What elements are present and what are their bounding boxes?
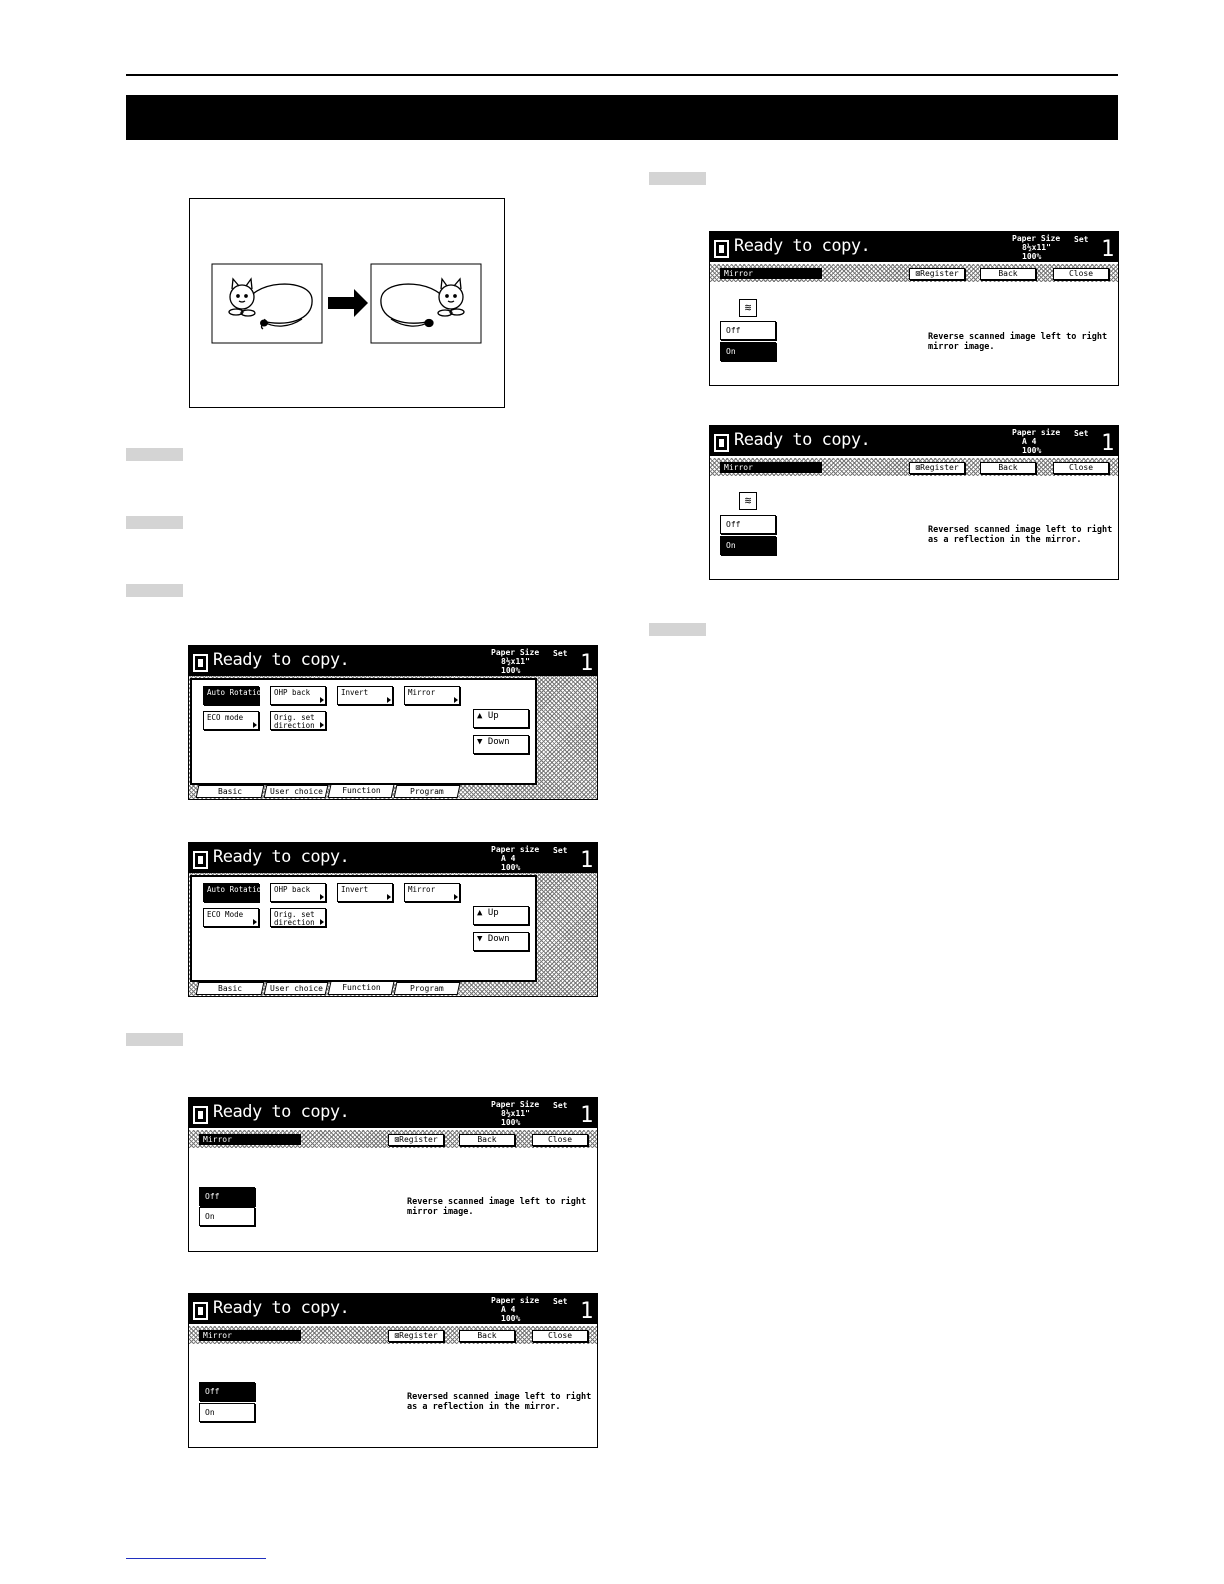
close-button[interactable]: Close <box>1053 268 1109 280</box>
close-button[interactable]: Close <box>532 1330 588 1342</box>
back-button[interactable]: Back <box>459 1134 515 1146</box>
up-button[interactable]: ▲ Up <box>473 906 529 925</box>
mirror-screen-off-metric <box>188 1293 598 1448</box>
top-rule <box>126 74 1118 76</box>
back-button[interactable]: Back <box>980 268 1036 280</box>
copy-count: 1 <box>1101 237 1115 262</box>
paper-size-value: 8½x11" <box>501 1109 530 1118</box>
off-button[interactable]: Off <box>720 515 776 534</box>
status-message: Ready to copy. <box>213 1298 350 1318</box>
paper-size-label: Paper size <box>491 1296 540 1305</box>
mirror-image-icon: ≋ <box>739 492 757 510</box>
zoom-value: 100% <box>501 666 521 675</box>
step-marker-4 <box>126 1033 183 1046</box>
set-label: Set <box>553 846 568 855</box>
function-area <box>190 678 537 785</box>
step-marker-3 <box>126 584 183 597</box>
off-button[interactable]: Off <box>199 1187 255 1206</box>
paper-size-label: Paper Size <box>1012 234 1061 243</box>
orig-set-direction-button[interactable]: Orig. set direction <box>270 711 326 730</box>
tab-bar <box>197 785 467 798</box>
step-marker-5 <box>649 172 706 185</box>
footer-link-rule <box>126 1558 266 1559</box>
mirror-screen-off-inch <box>188 1097 598 1252</box>
lcd-status-bar <box>189 646 597 676</box>
zoom-value: 100% <box>501 1118 521 1127</box>
status-message: Ready to copy. <box>213 1102 350 1122</box>
paper-size-label: Paper size <box>1012 428 1061 437</box>
paper-size-value: 8½x11" <box>1022 243 1051 252</box>
down-button[interactable]: ▼ Down <box>473 735 529 754</box>
register-button[interactable]: ⊠Register <box>909 268 965 280</box>
invert-button[interactable]: Invert <box>337 686 393 705</box>
zoom-value: 100% <box>501 863 521 872</box>
set-label: Set <box>553 1297 568 1306</box>
close-button[interactable]: Close <box>532 1134 588 1146</box>
zoom-value: 100% <box>1022 446 1042 455</box>
eco-mode-button[interactable]: ECO Mode <box>203 908 259 927</box>
mirror-description: Reversed scanned image left to right as a reflection in the mirror. <box>928 525 1113 545</box>
mirror-button[interactable]: Mirror <box>404 883 460 902</box>
mirror-title: Mirror <box>720 462 822 473</box>
mirror-description: Reverse scanned image left to right mirror image. <box>928 332 1108 352</box>
down-button[interactable]: ▼ Down <box>473 932 529 951</box>
function-screen-inch <box>188 645 598 800</box>
set-label: Set <box>553 1101 568 1110</box>
tab-function[interactable]: Function <box>328 982 395 995</box>
mirror-description: Reversed scanned image left to right as a reflection in the mirror. <box>407 1392 592 1412</box>
eco-mode-button[interactable]: ECO mode <box>203 711 259 730</box>
section-title-bar <box>126 95 1118 140</box>
set-label: Set <box>553 649 568 658</box>
document-icon <box>714 240 729 258</box>
function-area <box>190 875 537 982</box>
zoom-value: 100% <box>1022 252 1042 261</box>
paper-size-value: A 4 <box>501 854 516 863</box>
register-button[interactable]: ⊠Register <box>388 1134 444 1146</box>
step-marker-6 <box>649 623 706 636</box>
paper-size-value: A 4 <box>1022 437 1037 446</box>
register-button[interactable]: ⊠Register <box>909 462 965 474</box>
mirror-button[interactable]: Mirror <box>404 686 460 705</box>
tab-function[interactable]: Function <box>328 785 395 798</box>
document-icon <box>714 434 729 452</box>
up-button[interactable]: ▲ Up <box>473 709 529 728</box>
back-button[interactable]: Back <box>980 462 1036 474</box>
register-button[interactable]: ⊠Register <box>388 1330 444 1342</box>
mirror-image-icon: ≋ <box>739 299 757 317</box>
lcd-status-bar <box>710 426 1118 456</box>
zoom-value: 100% <box>501 1314 521 1323</box>
ohp-back-button[interactable]: OHP back <box>270 883 326 902</box>
mirror-title: Mirror <box>720 268 822 279</box>
status-message: Ready to copy. <box>213 847 350 867</box>
auto-rotation-button[interactable]: Auto Rotation <box>203 686 259 705</box>
copy-count: 1 <box>1101 431 1115 456</box>
step-marker-1 <box>126 448 183 461</box>
mirror-screen-on-inch <box>709 231 1119 386</box>
tab-program[interactable]: Program <box>394 982 461 995</box>
on-button[interactable]: On <box>720 536 776 555</box>
lcd-status-bar <box>710 232 1118 262</box>
tab-basic[interactable]: Basic <box>196 785 265 798</box>
close-button[interactable]: Close <box>1053 462 1109 474</box>
mirror-description: Reverse scanned image left to right mirror image. <box>407 1197 587 1217</box>
copy-count: 1 <box>580 1299 594 1324</box>
cat-mirror-diagram <box>190 199 504 407</box>
off-button[interactable]: Off <box>720 321 776 340</box>
paper-size-value: 8½x11" <box>501 657 530 666</box>
tab-basic[interactable]: Basic <box>196 982 265 995</box>
ohp-back-button[interactable]: OHP back <box>270 686 326 705</box>
tab-user-choice[interactable]: User choice <box>264 982 329 995</box>
function-screen-metric <box>188 842 598 997</box>
mirror-title: Mirror <box>199 1134 301 1145</box>
back-button[interactable]: Back <box>459 1330 515 1342</box>
copy-count: 1 <box>580 1103 594 1128</box>
document-icon <box>193 654 208 672</box>
lcd-status-bar <box>189 1294 597 1324</box>
lcd-status-bar <box>189 843 597 873</box>
paper-size-value: A 4 <box>501 1305 516 1314</box>
document-icon <box>193 851 208 869</box>
set-label: Set <box>1074 429 1089 438</box>
status-message: Ready to copy. <box>734 430 871 450</box>
step-marker-2 <box>126 516 183 529</box>
copy-count: 1 <box>580 651 594 676</box>
paper-size-label: Paper Size <box>491 1100 540 1109</box>
tab-program[interactable]: Program <box>394 785 461 798</box>
lcd-status-bar <box>189 1098 597 1128</box>
invert-button[interactable]: Invert <box>337 883 393 902</box>
mirror-illustration <box>189 198 505 408</box>
orig-set-direction-button[interactable]: Orig. set direction <box>270 908 326 927</box>
tab-user-choice[interactable]: User choice <box>264 785 329 798</box>
mirror-title: Mirror <box>199 1330 301 1341</box>
tab-bar <box>197 982 467 995</box>
paper-size-label: Paper size <box>491 845 540 854</box>
on-button[interactable]: On <box>199 1403 255 1422</box>
mirror-screen-on-metric <box>709 425 1119 580</box>
on-button[interactable]: On <box>720 342 776 361</box>
set-label: Set <box>1074 235 1089 244</box>
document-icon <box>193 1106 208 1124</box>
on-button[interactable]: On <box>199 1207 255 1226</box>
auto-rotation-button[interactable]: Auto Rotation <box>203 883 259 902</box>
status-message: Ready to copy. <box>734 236 871 256</box>
paper-size-label: Paper Size <box>491 648 540 657</box>
document-icon <box>193 1302 208 1320</box>
copy-count: 1 <box>580 848 594 873</box>
off-button[interactable]: Off <box>199 1382 255 1401</box>
status-message: Ready to copy. <box>213 650 350 670</box>
